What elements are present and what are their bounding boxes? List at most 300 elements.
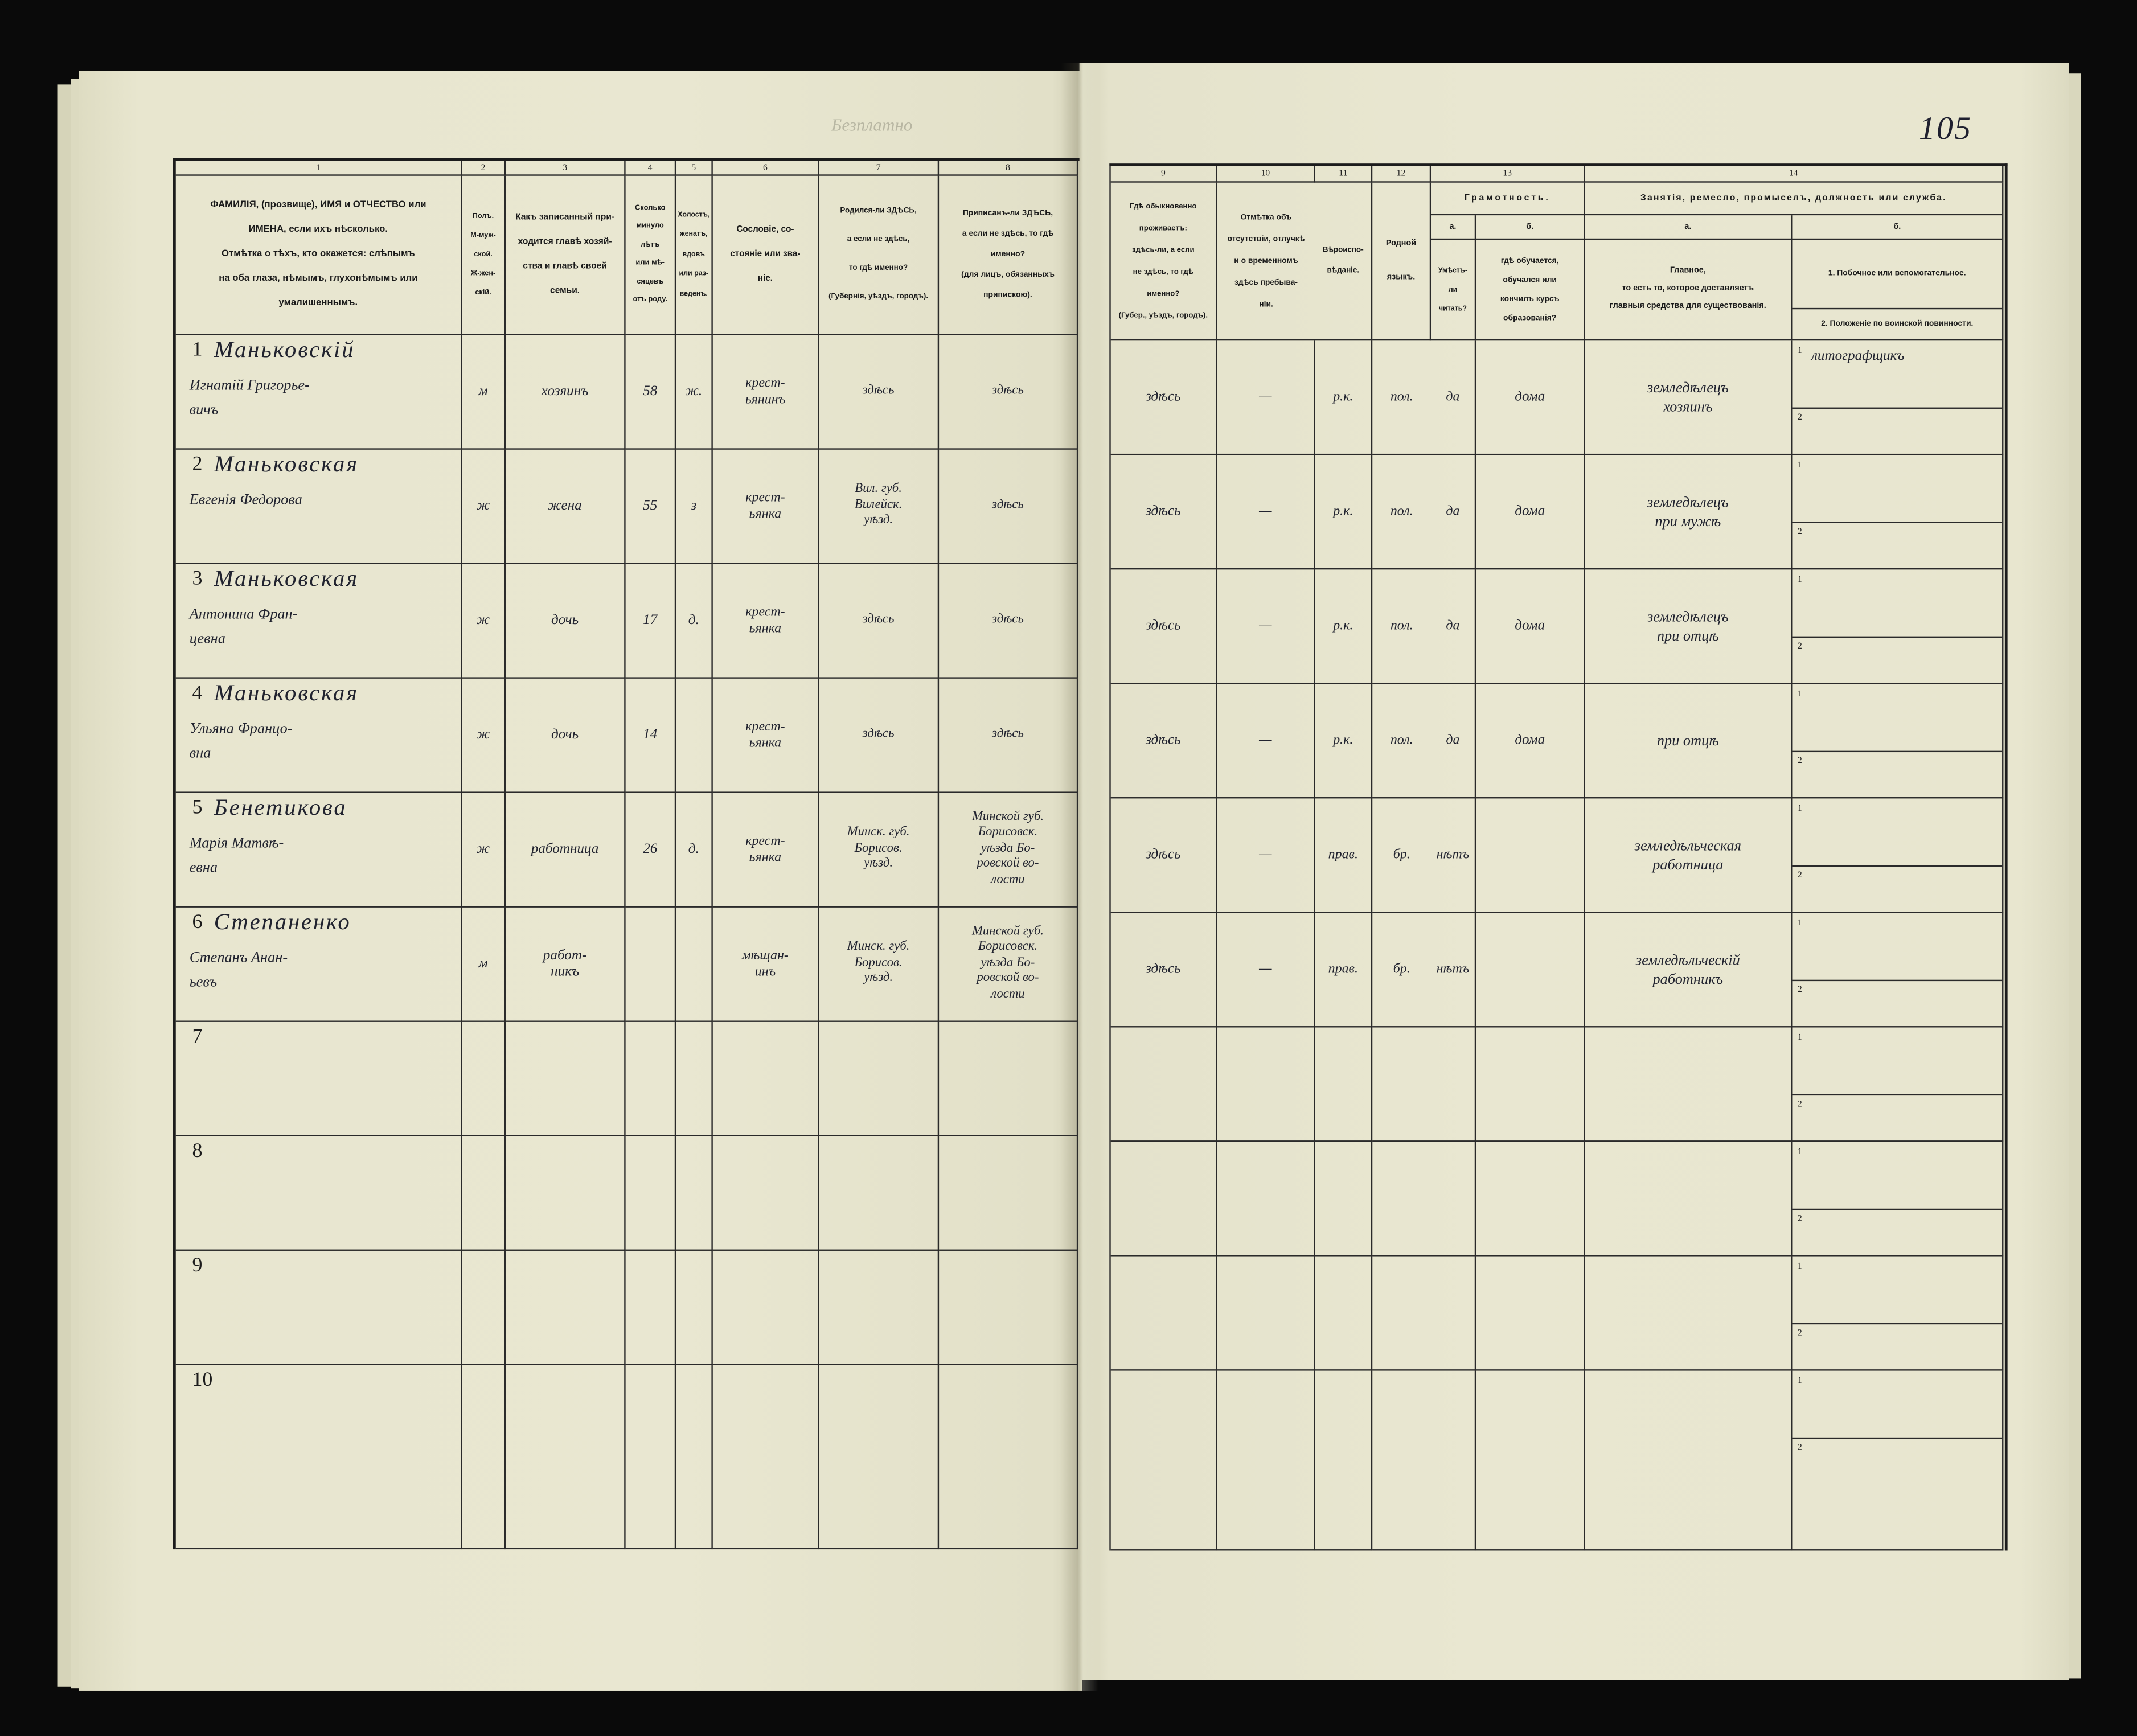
header-religion [1315, 183, 1373, 341]
row-8-main-occupation-cell [1585, 1142, 1793, 1257]
row-6-birthplace-cell [819, 908, 939, 1022]
row-8-can-read-cell [1431, 1142, 1476, 1257]
row-2-can-read-cell [1431, 455, 1476, 569]
row-7-subrow-1-label: 1 [1798, 1033, 1802, 1043]
row-5-name-cell [176, 793, 462, 908]
row-10-religion-cell [1315, 1371, 1373, 1551]
row-1-age: 58 [643, 383, 658, 399]
row-2-subrow-divider [1792, 522, 2002, 523]
row-2-surname: Маньковская [214, 451, 359, 477]
row-2-estate: крест- ьянка [745, 490, 785, 522]
row-3-can-read-cell [1431, 569, 1476, 684]
bleed-through-text: Безплатно [831, 114, 913, 135]
row-1-relation-to-head: хозяинъ [541, 383, 589, 399]
row-3-native-language-cell [1372, 569, 1431, 684]
row-6-birthplace: Минск. губ. Борисов. уѣзд. [847, 940, 910, 986]
header-marital-status-text: Холостъ, женатъ, вдовъ или раз- веденъ. [678, 211, 710, 298]
row-1-number: 1 [192, 339, 203, 362]
row-9-religion-cell [1315, 1257, 1373, 1371]
row-3-name-cell [176, 564, 462, 679]
row-5-surname: Бенетикова [214, 794, 347, 820]
row-5-given-names: Марія Матвѣ- евна [189, 835, 284, 876]
row-6-usual-residence-cell [1111, 913, 1217, 1027]
row-2-relation-to-head: жена [548, 498, 582, 514]
header-age-text: Сколько минуло лѣтъ или мѣ- сяцевъ отъ роду. [633, 203, 667, 304]
row-6-marital-status-cell [676, 908, 713, 1022]
row-1-absence-note-cell [1217, 340, 1315, 455]
row-3-subrow-1-label: 1 [1798, 574, 1802, 585]
row-1-usual-residence-cell [1111, 340, 1217, 455]
row-5-number: 5 [192, 797, 203, 819]
row-4-estate: крест- ьянка [745, 719, 785, 750]
column-number-8: 8 [939, 161, 1078, 175]
row-2-estate-cell [713, 450, 819, 564]
row-5-subrow-divider [1792, 865, 2002, 867]
row-6-absence-note-cell [1217, 913, 1315, 1027]
row-9-main-occupation-cell [1585, 1257, 1793, 1371]
row-5-main-occupation-cell [1585, 798, 1793, 913]
row-6-number: 6 [192, 912, 203, 934]
row-6-estate-cell [713, 908, 819, 1022]
row-5-subrow-1-label: 1 [1798, 803, 1802, 814]
row-5-religion: прав. [1328, 847, 1358, 862]
row-6-name-cell [176, 908, 462, 1022]
row-7-age-cell [626, 1022, 676, 1136]
row-5-relation-to-head-cell [506, 793, 626, 908]
row-2-age: 55 [643, 498, 658, 514]
row-10-subrow-1-label: 1 [1798, 1376, 1802, 1386]
row-1-subrow-divider [1792, 408, 2002, 409]
row-8-number: 8 [192, 1140, 203, 1163]
header-age [626, 176, 676, 335]
row-5-religion-cell [1315, 798, 1373, 913]
row-3-native-language: пол. [1390, 618, 1413, 633]
row-3-education-place: дома [1515, 618, 1545, 633]
page-number: 105 [1919, 112, 1972, 147]
row-7-subrow-divider [1792, 1094, 2002, 1095]
row-1-secondary-occupation: литографщикъ [1811, 348, 1905, 364]
row-2-absence-note: — [1259, 503, 1272, 519]
header-estate-text: Сословіе, со- стояніе или зва- ніе. [730, 224, 801, 284]
left-page-table [173, 158, 1080, 1549]
row-5-usual-residence: здѣсь [1146, 847, 1181, 862]
column-number-5: 5 [676, 161, 713, 175]
row-8-sex-cell [462, 1136, 506, 1251]
row-4-main-occupation-cell [1585, 684, 1793, 798]
row-3-marital-status: д. [688, 612, 699, 628]
right-page-table [1109, 163, 2007, 1550]
row-3-usual-residence: здѣсь [1146, 618, 1181, 633]
header-occupation-title: Занятія, ремесло, промыселъ, должность или служба. [1585, 183, 2002, 215]
row-9-number: 9 [192, 1255, 203, 1277]
row-3-relation-to-head-cell [506, 564, 626, 679]
row-9-can-read-cell [1431, 1257, 1476, 1371]
row-1-marital-status-cell [676, 335, 713, 450]
row-10-can-read-cell [1431, 1371, 1476, 1551]
row-3-estate: крест- ьянка [745, 604, 785, 636]
row-5-marital-status-cell [676, 793, 713, 908]
row-2-subrow-1-label: 1 [1798, 460, 1802, 470]
row-10-subrow-2-label: 2 [1798, 1443, 1802, 1453]
row-1-absence-note: — [1259, 389, 1272, 404]
row-2-usual-residence: здѣсь [1146, 503, 1181, 519]
row-3-birthplace-cell [819, 564, 939, 679]
row-1-registration-place-cell [939, 335, 1078, 450]
row-4-absence-note-cell [1217, 684, 1315, 798]
row-4-religion: р.к. [1333, 732, 1353, 748]
row-5-secondary-occupation-cell [1792, 798, 2003, 913]
row-3-relation-to-head: дочь [551, 612, 579, 628]
row-10-relation-to-head-cell [506, 1365, 626, 1549]
row-7-absence-note-cell [1217, 1027, 1315, 1142]
row-3-given-names: Антонина Фран- цевна [189, 606, 298, 647]
row-5-can-read-cell [1431, 798, 1476, 913]
row-10-marital-status-cell [676, 1365, 713, 1549]
header-secondary-occupation-text: 1. Побочное или вспомогательное. [1792, 240, 2002, 309]
row-5-absence-note: — [1259, 847, 1272, 862]
row-9-native-language-cell [1372, 1257, 1431, 1371]
row-2-absence-note-cell [1217, 455, 1315, 569]
row-2-can-read: да [1446, 503, 1460, 519]
header-occupation-b-label: б. [1792, 215, 2002, 240]
row-5-age: 26 [643, 841, 658, 857]
header-sex [462, 176, 506, 335]
row-5-age-cell [626, 793, 676, 908]
column-number-7: 7 [819, 161, 939, 175]
row-4-relation-to-head: дочь [551, 727, 579, 742]
row-6-sex: м [478, 955, 488, 971]
row-10-secondary-occupation-cell [1792, 1371, 2003, 1551]
row-3-subrow-divider [1792, 637, 2002, 638]
row-3-registration-place: здѣсь [992, 613, 1024, 627]
row-1-native-language: пол. [1390, 389, 1413, 404]
row-10-education-place-cell [1476, 1371, 1585, 1551]
row-2-marital-status-cell [676, 450, 713, 564]
row-5-native-language: бр. [1393, 847, 1410, 862]
row-2-age-cell [626, 450, 676, 564]
row-3-main-occupation-cell [1585, 569, 1793, 684]
row-6-religion: прав. [1328, 961, 1358, 976]
header-birthplace [819, 176, 939, 335]
row-7-birthplace-cell [819, 1022, 939, 1136]
row-4-birthplace-cell [819, 679, 939, 793]
row-4-name-cell [176, 679, 462, 793]
row-5-subrow-2-label: 2 [1798, 871, 1802, 881]
header-registration [939, 176, 1078, 335]
row-2-name-cell [176, 450, 462, 564]
row-1-age-cell [626, 335, 676, 450]
row-1-usual-residence: здѣсь [1146, 389, 1181, 404]
row-8-subrow-1-label: 1 [1798, 1147, 1802, 1157]
row-4-given-names: Ульяна Францо- вна [189, 721, 293, 762]
row-8-age-cell [626, 1136, 676, 1251]
row-10-usual-residence-cell [1111, 1371, 1217, 1551]
row-6-surname: Степаненко [214, 909, 351, 935]
row-1-can-read: да [1446, 389, 1460, 404]
header-relation-text: Какъ записанный при- ходится главѣ хозяй- ства и главѣ своей семьи. [515, 212, 615, 296]
row-7-can-read-cell [1431, 1027, 1476, 1142]
header-sex-text: Полъ. М-муж- ской. Ж-жен- скій. [470, 212, 496, 297]
row-4-native-language: пол. [1390, 732, 1413, 748]
row-7-secondary-occupation-cell [1792, 1027, 2003, 1142]
row-10-subrow-divider [1792, 1438, 2002, 1439]
row-4-absence-note: — [1259, 732, 1272, 748]
row-6-subrow-divider [1792, 980, 2002, 981]
row-6-main-occupation-cell [1585, 913, 1793, 1027]
row-3-sex-cell [462, 564, 506, 679]
row-1-sex: м [478, 383, 488, 399]
row-4-surname: Маньковская [214, 680, 359, 706]
row-1-marital-status: ж. [685, 383, 703, 399]
row-8-name-cell [176, 1136, 462, 1251]
row-2-given-names: Евгенія Федорова [189, 491, 302, 508]
row-10-estate-cell [713, 1365, 819, 1549]
header-occupation-a-label: а. [1585, 215, 1793, 240]
row-4-registration-place-cell [939, 679, 1078, 793]
row-3-birthplace: здѣсь [862, 613, 895, 627]
row-5-absence-note-cell [1217, 798, 1315, 913]
row-5-education-place-cell [1476, 798, 1585, 913]
row-10-birthplace-cell [819, 1365, 939, 1549]
row-3-religion-cell [1315, 569, 1373, 684]
row-4-estate-cell [713, 679, 819, 793]
row-1-estate-cell [713, 335, 819, 450]
row-1-birthplace: здѣсь [862, 384, 895, 398]
row-2-main-occupation-cell [1585, 455, 1793, 569]
row-1-given-names: Игнатій Григорье- вичъ [189, 377, 310, 418]
row-5-birthplace: Минск. губ. Борисов. уѣзд. [847, 826, 910, 871]
row-4-subrow-1-label: 1 [1798, 689, 1802, 699]
row-4-registration-place: здѣсь [992, 727, 1024, 741]
row-9-marital-status-cell [676, 1251, 713, 1365]
row-7-education-place-cell [1476, 1027, 1585, 1142]
row-8-registration-place-cell [939, 1136, 1078, 1251]
row-2-secondary-occupation-cell [1792, 455, 2003, 569]
row-5-marital-status: д. [688, 841, 699, 857]
row-9-registration-place-cell [939, 1251, 1078, 1365]
row-2-subrow-2-label: 2 [1798, 527, 1802, 537]
header-literacy-b-label: б. [1476, 215, 1584, 240]
row-4-age: 14 [643, 727, 658, 742]
row-2-usual-residence-cell [1111, 455, 1217, 569]
row-7-relation-to-head-cell [506, 1022, 626, 1136]
row-9-subrow-divider [1792, 1323, 2002, 1324]
row-7-sex-cell [462, 1022, 506, 1136]
row-6-relation-to-head-cell [506, 908, 626, 1022]
header-literacy-b-text: гдѣ обучается, обучался или кончилъ курсъ образованія? [1500, 257, 1560, 322]
row-10-registration-place-cell [939, 1365, 1078, 1549]
row-10-absence-note-cell [1217, 1371, 1315, 1551]
row-9-absence-note-cell [1217, 1257, 1315, 1371]
row-6-religion-cell [1315, 913, 1373, 1027]
row-2-relation-to-head-cell [506, 450, 626, 564]
header-occupation [1585, 183, 2004, 341]
row-3-absence-note-cell [1217, 569, 1315, 684]
column-number-10: 10 [1217, 166, 1315, 183]
row-1-education-place: дома [1515, 389, 1545, 404]
column-number-12: 12 [1372, 166, 1431, 183]
row-2-native-language: пол. [1390, 503, 1413, 519]
row-4-usual-residence: здѣсь [1146, 732, 1181, 748]
row-3-secondary-occupation-cell [1792, 569, 2003, 684]
header-name-text: ФАМИЛІЯ, (прозвище), ИМЯ и ОТЧЕСТВО или ИМЕНА, если ихъ нѣсколько. Отмѣтка о тѣхъ, кто окажется: слѣпымъ на оба глаза, нѣмымъ, глухонѣмымъ или умалишеннымъ. [210, 200, 426, 308]
row-10-main-occupation-cell [1585, 1371, 1793, 1551]
header-estate [713, 176, 819, 335]
row-9-estate-cell [713, 1251, 819, 1365]
row-5-birthplace-cell [819, 793, 939, 908]
row-4-sex-cell [462, 679, 506, 793]
row-2-birthplace-cell [819, 450, 939, 564]
header-residence-text: Гдѣ обыкновенно проживаетъ: здѣсь-ли, а если не здѣсь, то гдѣ именно? (Губер., уѣздъ, городъ). [1118, 202, 1208, 320]
row-3-usual-residence-cell [1111, 569, 1217, 684]
row-5-sex-cell [462, 793, 506, 908]
row-9-age-cell [626, 1251, 676, 1365]
row-1-estate: крест- ьянинъ [745, 375, 786, 407]
row-7-estate-cell [713, 1022, 819, 1136]
column-number-6: 6 [713, 161, 819, 175]
row-7-marital-status-cell [676, 1022, 713, 1136]
column-number-9: 9 [1111, 166, 1217, 183]
row-5-usual-residence-cell [1111, 798, 1217, 913]
column-number-13: 13 [1431, 166, 1585, 183]
row-10-native-language-cell [1372, 1371, 1431, 1551]
row-2-education-place-cell [1476, 455, 1585, 569]
row-6-subrow-1-label: 1 [1798, 918, 1802, 928]
row-6-registration-place-cell [939, 908, 1078, 1022]
row-3-religion: р.к. [1333, 618, 1353, 633]
header-native-language [1372, 183, 1431, 341]
row-3-estate-cell [713, 564, 819, 679]
row-8-absence-note-cell [1217, 1142, 1315, 1257]
row-9-subrow-1-label: 1 [1798, 1262, 1802, 1271]
row-9-sex-cell [462, 1251, 506, 1365]
row-5-estate: крест- ьянка [745, 833, 785, 865]
row-3-can-read: да [1446, 618, 1460, 633]
row-9-name-cell [176, 1251, 462, 1365]
row-3-surname: Маньковская [214, 565, 359, 592]
row-10-age-cell [626, 1365, 676, 1549]
row-1-native-language-cell [1372, 340, 1431, 455]
row-6-education-place-cell [1476, 913, 1585, 1027]
row-7-number: 7 [192, 1026, 203, 1048]
row-3-absence-note: — [1259, 618, 1272, 633]
row-6-secondary-occupation-cell [1792, 913, 2003, 1027]
row-6-relation-to-head: работ- никъ [543, 947, 587, 979]
row-8-subrow-divider [1792, 1209, 2002, 1210]
header-literacy [1431, 183, 1585, 341]
row-6-absence-note: — [1259, 961, 1272, 976]
row-4-sex: ж [476, 727, 490, 742]
header-birthplace-text: Родился-ли ЗДѢСЬ, а если не здѣсь, то гдѣ именно? (Губернія, уѣздъ, городъ). [828, 207, 929, 301]
row-9-relation-to-head-cell [506, 1251, 626, 1365]
row-7-registration-place-cell [939, 1022, 1078, 1136]
row-1-education-place-cell [1476, 340, 1585, 455]
row-2-religion-cell [1315, 455, 1373, 569]
row-2-native-language-cell [1372, 455, 1431, 569]
row-2-sex-cell [462, 450, 506, 564]
column-number-2: 2 [462, 161, 506, 175]
row-8-relation-to-head-cell [506, 1136, 626, 1251]
row-1-registration-place: здѣсь [992, 384, 1024, 398]
header-absence-text: Отмѣтка объ отсутствіи, отлучкѣ и о временномъ здѣсь пребыва- ніи. [1227, 213, 1305, 309]
row-7-name-cell [176, 1022, 462, 1136]
header-residence [1111, 183, 1217, 341]
row-3-marital-status-cell [676, 564, 713, 679]
row-4-marital-status-cell [676, 679, 713, 793]
row-5-sex: ж [476, 841, 490, 857]
header-absence [1217, 183, 1315, 341]
row-10-sex-cell [462, 1365, 506, 1549]
row-1-religion-cell [1315, 340, 1373, 455]
row-10-name-cell [176, 1365, 462, 1549]
row-9-secondary-occupation-cell [1792, 1257, 2003, 1371]
row-5-registration-place-cell [939, 793, 1078, 908]
header-religion-text: Вѣроиспо- вѣданіе. [1322, 245, 1364, 275]
row-2-number: 2 [192, 453, 203, 476]
row-8-usual-residence-cell [1111, 1142, 1217, 1257]
row-5-estate-cell [713, 793, 819, 908]
header-registration-text: Приписанъ-ли ЗДѢСЬ, а если не здѣсь, то гдѣ именно? (для лицъ, обязанныхъ припискою). [961, 209, 1055, 299]
row-6-subrow-2-label: 2 [1798, 985, 1802, 995]
row-9-usual-residence-cell [1111, 1257, 1217, 1371]
row-10-number: 10 [192, 1369, 213, 1392]
row-1-sex-cell [462, 335, 506, 450]
row-4-subrow-divider [1792, 751, 2002, 752]
row-6-given-names: Степанъ Анан- ьевъ [189, 950, 288, 991]
row-6-usual-residence: здѣсь [1146, 961, 1181, 976]
row-4-education-place: дома [1515, 732, 1545, 748]
row-4-subrow-2-label: 2 [1798, 756, 1802, 766]
row-4-can-read: да [1446, 732, 1460, 748]
column-number-1: 1 [176, 161, 462, 175]
row-6-can-read: нѣтъ [1436, 961, 1470, 976]
row-1-secondary-occupation-cell [1792, 340, 2003, 455]
row-6-registration-place: Минской губ. Борисовск. уѣзда Бо- ровской во- лости [971, 925, 1044, 1002]
row-1-subrow-1-label: 1 [1798, 346, 1802, 356]
row-2-main-occupation: земледѣлецъ при мужѣ [1647, 494, 1729, 530]
row-4-religion-cell [1315, 684, 1373, 798]
row-6-estate: мѣщан- инъ [742, 947, 789, 979]
row-8-religion-cell [1315, 1142, 1373, 1257]
column-number-3: 3 [506, 161, 626, 175]
row-8-marital-status-cell [676, 1136, 713, 1251]
row-7-native-language-cell [1372, 1027, 1431, 1142]
row-5-relation-to-head: работница [531, 841, 599, 857]
row-4-usual-residence-cell [1111, 684, 1217, 798]
row-3-main-occupation: земледѣлецъ при отцѣ [1647, 608, 1729, 644]
row-2-sex: ж [476, 498, 490, 514]
row-4-number: 4 [192, 682, 203, 705]
row-1-birthplace-cell [819, 335, 939, 450]
row-8-estate-cell [713, 1136, 819, 1251]
row-9-subrow-2-label: 2 [1798, 1328, 1802, 1339]
row-4-relation-to-head-cell [506, 679, 626, 793]
row-4-secondary-occupation-cell [1792, 684, 2003, 798]
header-literacy-a-label: а. [1431, 215, 1476, 240]
row-1-main-occupation: земледѣлецъ хозяинъ [1647, 379, 1729, 415]
row-9-education-place-cell [1476, 1257, 1585, 1371]
row-2-birthplace: Вил. губ. Вилейск. уѣзд. [854, 482, 903, 528]
row-1-name-cell [176, 335, 462, 450]
row-5-can-read: нѣтъ [1436, 847, 1470, 862]
row-4-birthplace: здѣсь [862, 727, 895, 741]
row-3-education-place-cell [1476, 569, 1585, 684]
row-7-main-occupation-cell [1585, 1027, 1793, 1142]
row-8-subrow-2-label: 2 [1798, 1214, 1802, 1224]
row-3-subrow-2-label: 2 [1798, 642, 1802, 651]
row-3-registration-place-cell [939, 564, 1078, 679]
row-4-native-language-cell [1372, 684, 1431, 798]
